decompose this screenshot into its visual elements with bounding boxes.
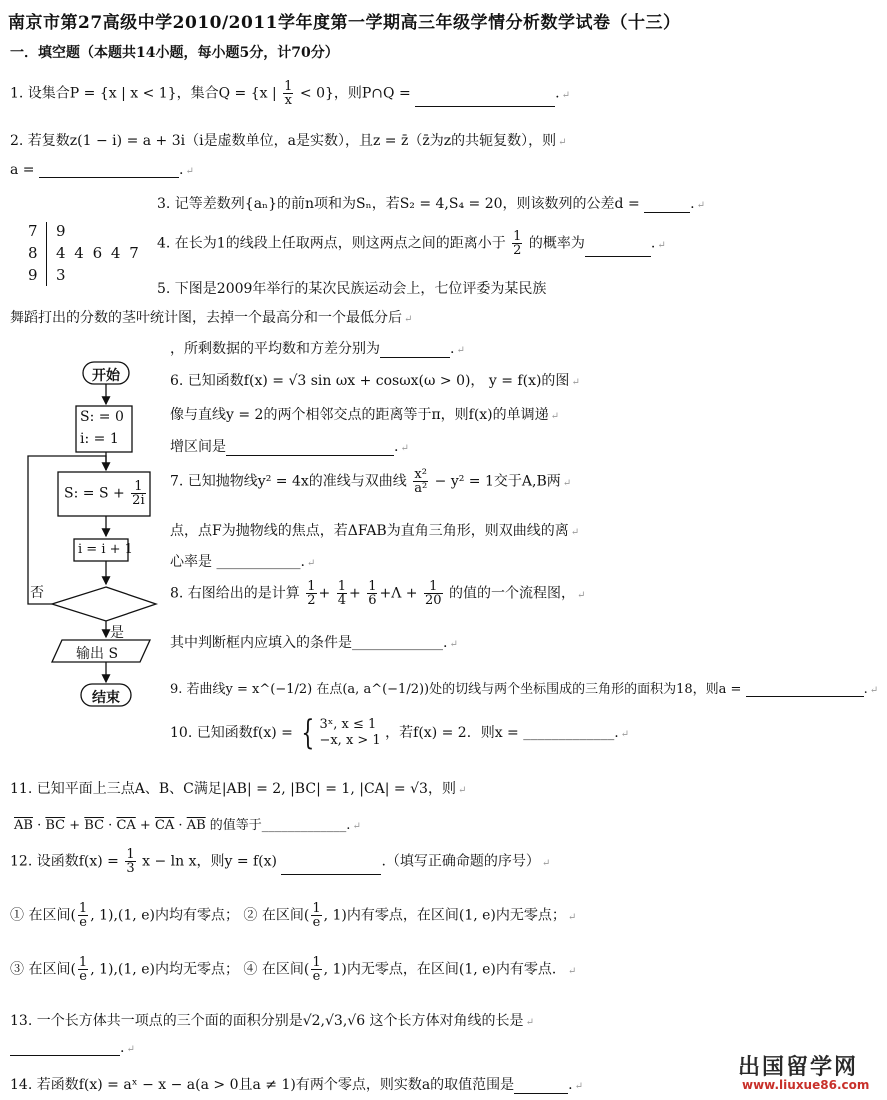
piecewise-cases: 3ˣ, x ≤ 1 −x, x > 1 [319,716,381,748]
sum-label: S: = S + $\frac{1}{2i}$ [64,479,145,508]
q12-options-row-1: ① 在区间( $\frac{1}{e}$ , 1),(1, e)内均有零点； ② 在区间( $\frac{1}{e}$ , 1)内有零点，在区间(1, e)内无零点； ↵ [10,901,577,930]
q4-fraction: $\frac{1}{2}$ [513,229,522,258]
answer-blank[interactable] [644,198,690,213]
question-14: 14. 若函数f(x) = aˣ − x − a(a > 0且a ≠ 1)有两个零点，则实数a的取值范围是 . ↵ [10,1077,584,1093]
output-label: 输出 S [76,646,119,662]
question-13-line-2: . ↵ [10,1040,135,1056]
stem-leaf-plot [28,222,148,292]
answer-blank[interactable] [585,242,651,257]
watermark-url: www.liuxue86.com [742,1078,870,1092]
question-5-line-3: ，所剩数据的平均数和方差分别为 . ↵ [170,341,465,357]
answer-blank[interactable] [39,163,179,178]
question-10: 10. 已知函数f(x) = { 3ˣ, x ≤ 1 −x, x > 1 ，若f(x) = 2．则x = _____________. ↵ [170,713,630,753]
answer-blank[interactable] [10,1041,120,1056]
question-13: 13. 一个长方体共一项点的三个面的面积分别是√2,√3,√6 这个长方体对角线的长是 ↵ [10,1013,534,1029]
q1-text-a: 1. 设集合P = {x | x < 1}，集合Q = {x | [10,85,277,102]
answer-blank[interactable] [514,1079,568,1094]
q1-text-b: < 0}，则P∩Q = [299,85,411,102]
leaves-8: 4 4 6 4 7 [56,244,139,262]
decision-diamond [52,587,156,621]
answer-blank[interactable] [415,92,555,107]
question-7: 7. 已知抛物线y² = 4x的准线与双曲线 $\frac{\text{x²}}{\text{a²}}$ − y² = 1交于A,B两 ↵ [170,467,572,496]
watermark-logo: 出国留学网 [738,1055,859,1080]
q12-options-row-2: ③ 在区间( $\frac{1}{e}$ , 1),(1, e)内均无零点； ④ 在区间( $\frac{1}{e}$ , 1)内无零点，在区间(1, e)内有零点． ↵ [10,955,577,984]
stem-8: 8 [28,244,38,262]
question-5-line-2: 舞蹈打出的分数的茎叶统计图，去掉一个最高分和一个最低分后 ↵ [10,310,413,326]
question-8-line-2: 其中判断框内应填入的条件是_____________. ↵ [170,635,458,651]
question-7-line-2: 点，点F为抛物线的焦点，若ΔFAB为直角三角形，则双曲线的离 ↵ [170,523,580,539]
question-3: 3. 记等差数列{aₙ}的前n项和为Sₙ，若S₂ = 4,S₄ = 20，则该数列的公差d = . ↵ [157,196,705,212]
leaves-9: 3 [56,266,66,284]
yes-label: 是 [110,625,124,641]
question-8: 8. 右图给出的是计算 $\frac{1}{2}$ + $\frac{1}{4}$ + $\frac{1}{6}$ +Λ + $\frac{1}{20}$ 的值的一个流程图， ↵ [170,579,586,608]
piecewise-brace: { [301,713,315,753]
start-label: 开始 [92,368,120,384]
increment-label: i = i + 1 [78,542,133,557]
question-6-line-2: 像与直线y = 2的两个相邻交点的距离等于π，则f(x)的单调递 ↵ [170,407,560,423]
q1-fraction: $\frac{1}{x}$ [284,79,293,108]
question-1: 1. 设集合P = {x | x < 1}，集合Q = {x | $\frac{1}{x}$ < 0}，则P∩Q = . ↵ [10,79,570,108]
section-heading: 一．填空题（本题共14小题，每小题5分，计70分） [10,45,339,61]
question-9: 9. 若曲线y = x^(−1/2) 在点(a, a^(−1/2))处的切线与两个坐标围成的三角形的面积为18，则a = . ↵ [170,682,879,697]
end-label: 结束 [92,690,120,706]
q7-fraction: $\frac{\text{x²}}{\text{a²}}$ [414,467,428,496]
question-6-line-3: 增区间是 . ↵ [170,439,409,455]
init-label-s: S: = 0 [80,409,124,425]
question-7-line-3: 心率是 ____________. ↵ [170,554,316,570]
answer-blank[interactable] [380,343,450,358]
init-label-i: i: = 1 [80,431,119,447]
q2-line-1: 2. 若复数z(1 − i) = a + 3i（i是虚数单位，a是实数），且z = z̄（z̄为z的共轭复数），则 [10,133,557,149]
question-4: 4. 在长为1的线段上任取两点，则这两点之间的距离小于 $\frac{1}{2}$ 的概率为 . ↵ [157,229,666,258]
stem-7: 7 [28,222,38,240]
stem-9: 9 [28,266,38,284]
question-2-line-2: a = . ↵ [10,162,194,178]
answer-blank[interactable] [281,860,381,875]
answer-blank[interactable] [226,441,394,456]
stem-leaf-divider [46,222,47,286]
question-2: 2. 若复数z(1 − i) = a + 3i（i是虚数单位，a是实数），且z = z̄（z̄为z的共轭复数），则 ↵ [10,133,567,149]
no-label: 否 [30,585,44,601]
answer-blank[interactable] [746,682,864,697]
leaves-7: 9 [56,222,66,240]
question-12: 12. 设函数f(x) = $\frac{1}{3}$ x − ln x，则y = f(x) .（填写正确命题的序号） ↵ [10,847,551,876]
flowchart [20,356,170,716]
question-5: 5. 下图是2009年举行的某次民族运动会上，七位评委为某民族 [157,281,547,297]
question-11: 11. 已知平面上三点A、B、C满足|AB| = 2, |BC| = 1, |CA| = √3，则 ↵ [10,781,467,797]
question-6: 6. 已知函数f(x) = √3 sin ωx + cosωx(ω > 0)， y = f(x)的图 ↵ [170,373,580,389]
question-11-line-2: $\overline{AB} \cdot \overline{BC} + \overline{BC} \cdot \overline{CA} + \overline{CA} \cdot \overline{AB}$ 的值等于_____________. ↵ [14,818,361,833]
page-title: 南京市第27高级中学2010/2011学年度第一学期高三年级学情分析数学试卷（十三） [8,13,681,33]
